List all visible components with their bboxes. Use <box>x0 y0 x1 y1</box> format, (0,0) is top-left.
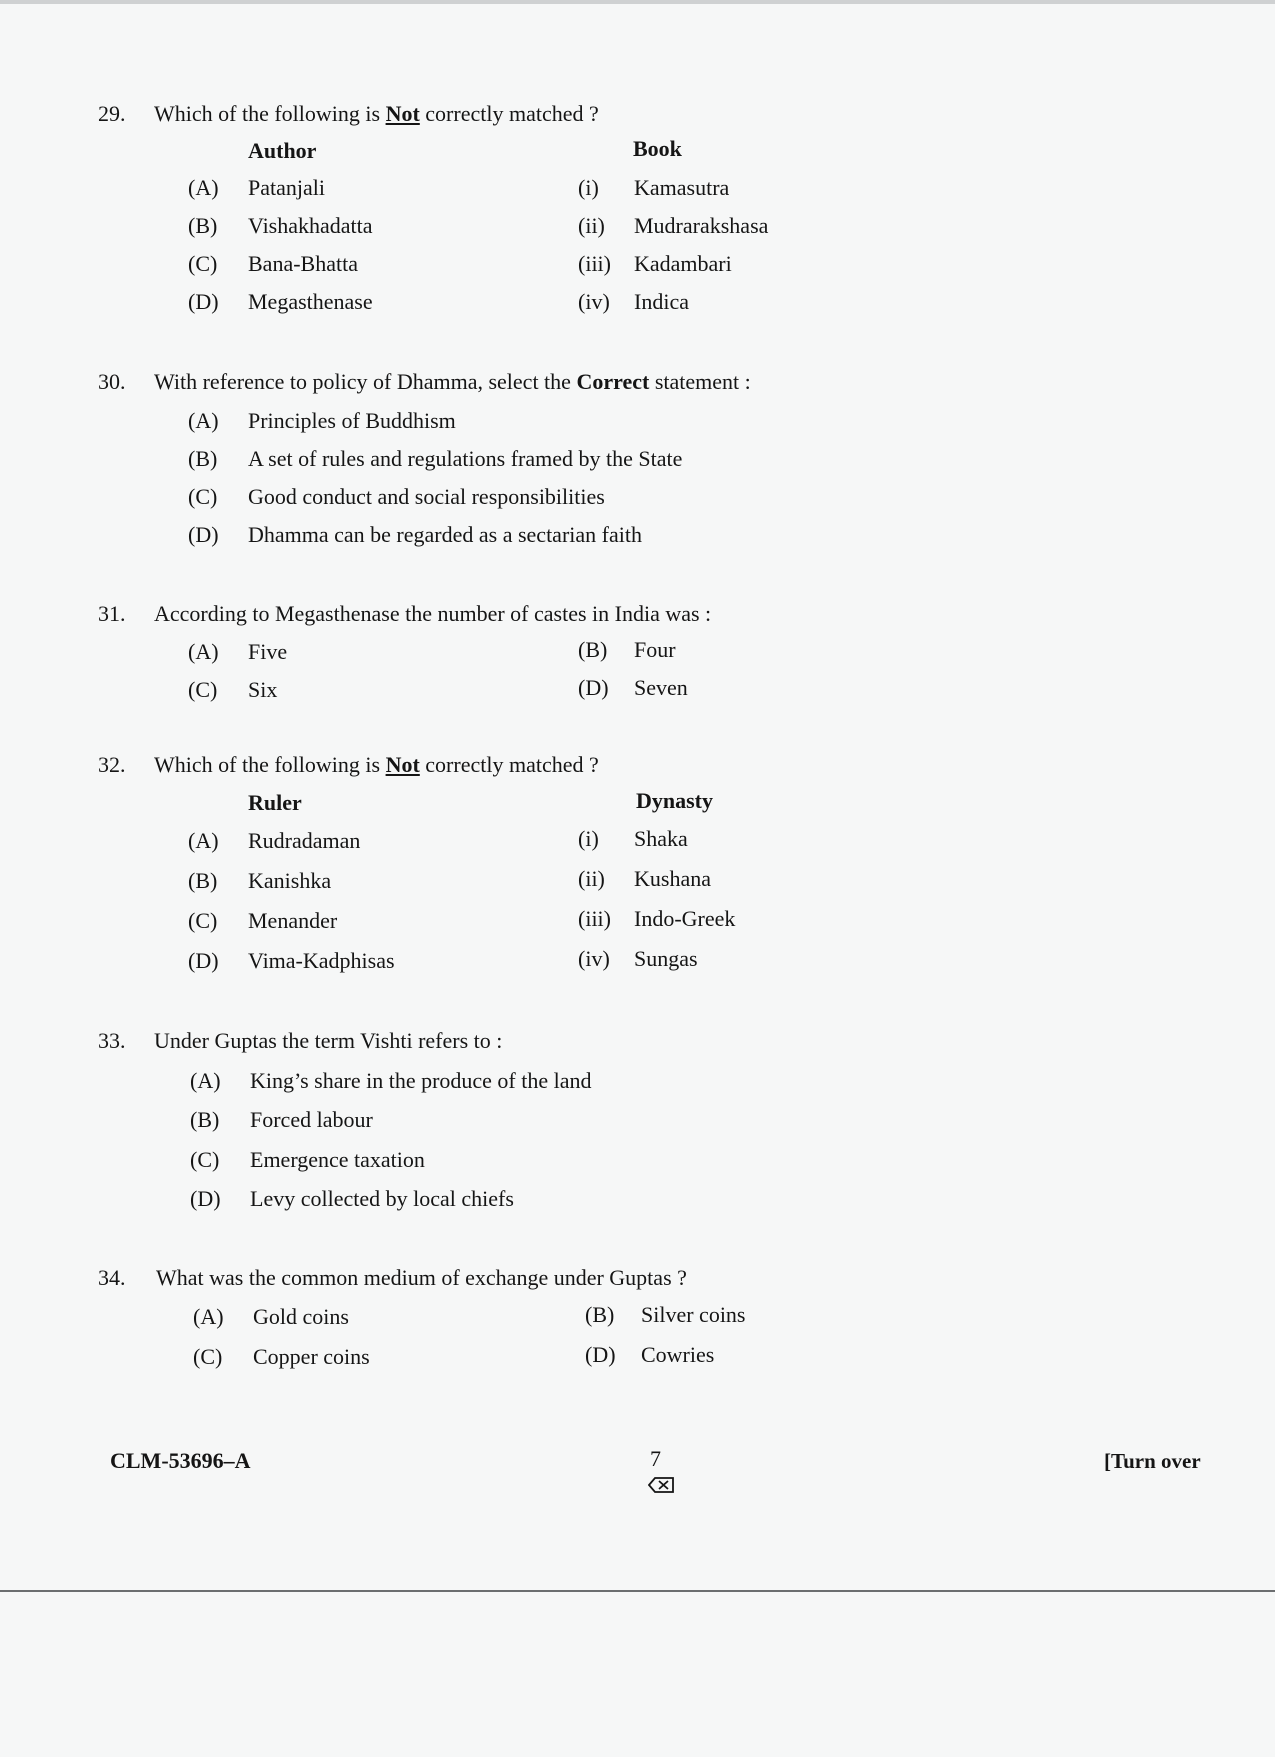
question-number: 33. <box>98 1028 126 1053</box>
option-b: (B) Forced labour <box>190 1107 373 1132</box>
option-a: (A) Principles of Buddhism <box>188 408 456 433</box>
match-left-row: (A) Patanjali <box>188 175 325 200</box>
option-a: (A) Five <box>188 639 288 664</box>
match-left-row: (A) Rudradaman <box>188 828 361 853</box>
turn-over-note: [Turn over <box>1104 1449 1201 1473</box>
option-c: (C) Copper coins <box>193 1344 370 1369</box>
match-right-row: (iii) Kadambari <box>578 251 732 276</box>
option-b: (B) Four <box>578 637 676 662</box>
match-right-row: (ii) Mudrarakshasa <box>578 213 769 238</box>
erase-key-icon <box>648 1476 674 1494</box>
top-edge <box>0 0 1275 4</box>
question-text: Under Guptas the term Vishti refers to : <box>154 1028 503 1053</box>
option-b: (B) A set of rules and regulations framed by the State <box>188 446 683 471</box>
match-left-row: (C) Bana-Bhatta <box>188 251 358 276</box>
match-right-row: (ii) Kushana <box>578 866 711 891</box>
match-right-row: (i) Kamasutra <box>578 175 730 200</box>
column-header-book: Book <box>633 136 682 161</box>
paper-code: CLM-53696–A <box>110 1448 251 1473</box>
column-header-dynasty: Dynasty <box>636 788 714 813</box>
option-d: (D) Cowries <box>585 1342 715 1367</box>
column-header-ruler: Ruler <box>248 790 302 815</box>
match-right-row: (i) Shaka <box>578 826 688 851</box>
option-c: (C) Good conduct and social responsibilities <box>188 484 605 509</box>
option-d: (D) Seven <box>578 675 688 700</box>
match-left-row: (B) Vishakhadatta <box>188 213 373 238</box>
question-number: 34. <box>98 1265 126 1290</box>
option-d: (D) Levy collected by local chiefs <box>190 1186 514 1211</box>
option-a: (A) King’s share in the produce of the land <box>190 1068 592 1093</box>
match-left-row: (C) Menander <box>188 908 338 933</box>
question-text: With reference to policy of Dhamma, select the Correct statement : <box>154 369 751 394</box>
option-a: (A) Gold coins <box>193 1304 349 1329</box>
question-text: According to Megasthenase the number of castes in India was : <box>154 601 712 626</box>
question-number: 29. <box>98 101 126 126</box>
option-d: (D) Dhamma can be regarded as a sectarian faith <box>188 522 642 547</box>
option-c: (C) Emergence taxation <box>190 1147 425 1172</box>
match-left-row: (D) Megasthenase <box>188 289 373 314</box>
bottom-edge-line <box>0 1590 1275 1592</box>
match-right-row: (iv) Sungas <box>578 946 698 971</box>
match-right-row: (iv) Indica <box>578 289 689 314</box>
option-b: (B) Silver coins <box>585 1302 746 1327</box>
match-right-row: (iii) Indo-Greek <box>578 906 736 931</box>
match-left-row: (B) Kanishka <box>188 868 332 893</box>
question-number: 32. <box>98 752 126 777</box>
question-text: Which of the following is Not correctly matched ? <box>154 101 599 126</box>
question-number: 31. <box>98 601 126 626</box>
question-text: Which of the following is Not correctly matched ? <box>154 752 599 777</box>
page-number: 7 <box>650 1446 661 1471</box>
match-left-row: (D) Vima-Kadphisas <box>188 948 395 973</box>
column-header-author: Author <box>248 138 317 163</box>
question-number: 30. <box>98 369 126 394</box>
question-text: What was the common medium of exchange under Guptas ? <box>156 1265 687 1290</box>
option-c: (C) Six <box>188 677 278 702</box>
